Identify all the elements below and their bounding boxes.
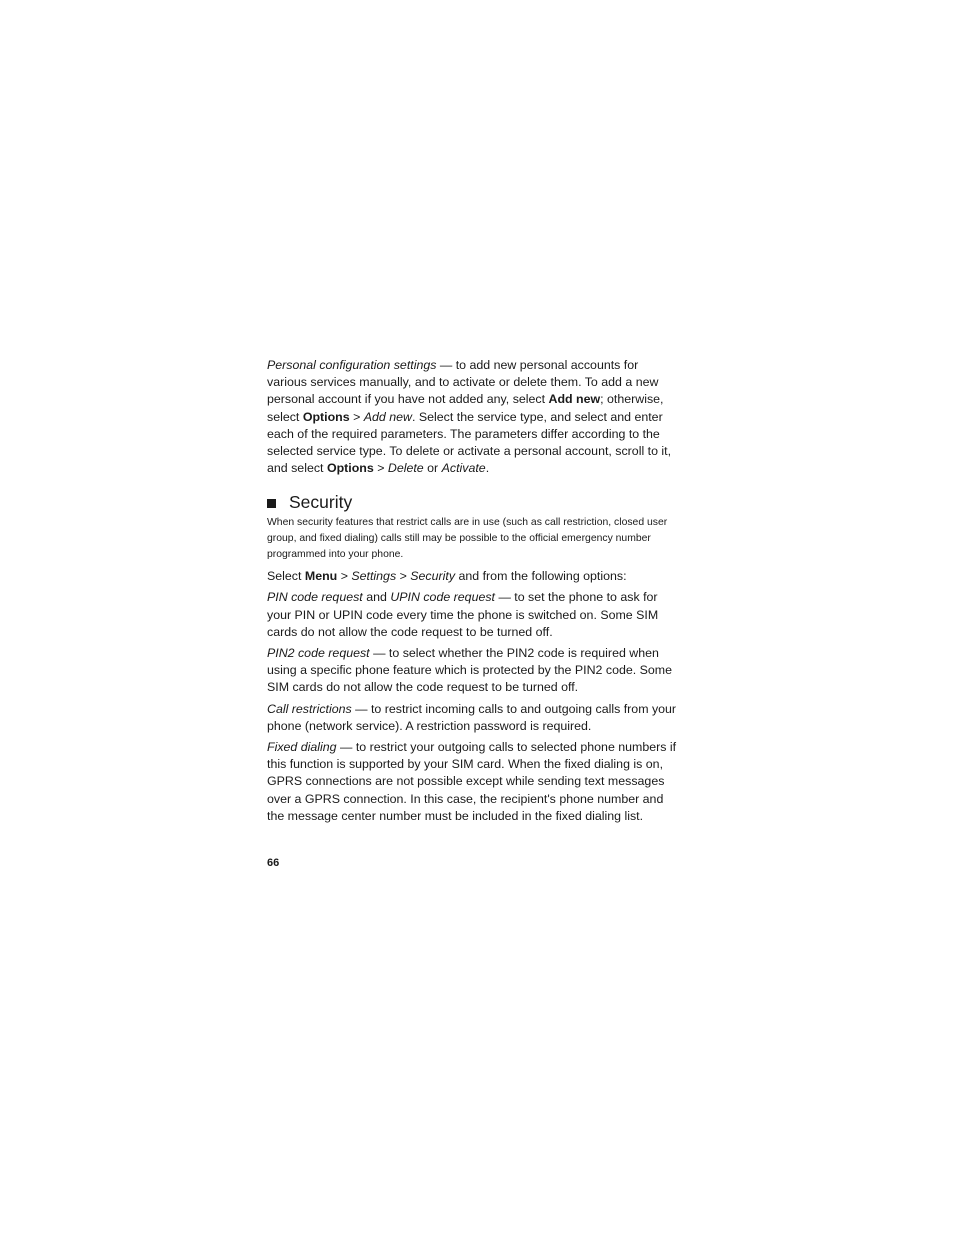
fixed-dialing-paragraph [267,739,679,825]
separator: > [373,461,388,476]
delete-menu-item: Delete [387,461,424,476]
section-title: Security [289,492,353,513]
text-span: — to restrict your outgoing calls to selected phone numbers if this function is supported by your SIM card. When the fixed dialing is on, GPRS connections are not possible except while sending text messages over a GPRS connection. In this case, the recipient's phone number and the message center number must be included in the fixed dialing list. [267,740,677,823]
text-span: — to set the phone to ask for your PIN or UPIN code every time the phone is switched on. Some SIM cards do not allow the code request to be turned off. [267,590,659,639]
term-personal-configuration: Personal configuration settings [267,358,437,372]
text-span: — to restrict incoming calls to and outgoing calls from your phone (network service). A restriction password is required. [267,701,677,733]
security-heading [267,491,679,513]
text-span: and from the following options: [455,569,627,584]
term-pin2-code-request: PIN2 code request [267,646,370,661]
text-span: — to select whether the PIN2 code is required when using a specific phone feature which is protected by the PIN2 code. Some SIM cards do not allow the code request to be turned off. [267,646,672,695]
term-fixed-dialing: Fixed dialing [267,740,337,755]
call-restrictions-paragraph [267,701,679,735]
personal-configuration-paragraph [267,357,679,477]
page-content [267,357,679,825]
menu-label: Menu [304,569,338,584]
page-number: 66 [267,857,280,869]
options-label-2: Options [326,461,374,476]
pin-code-paragraph [267,589,679,641]
text-span: ; otherwise, select [267,392,664,424]
text-span: . Select the service type, and select and enter each of the required parameters. The parameters differ according to the selected service type. To delete or activate a personal account, scroll to it, and select [267,409,672,476]
term-call-restrictions: Call restrictions [267,701,352,716]
settings-menu-item: Settings [351,569,397,584]
text-span: . [485,461,490,476]
text-span: — to add new personal accounts for various services manually, and to activate or delete them. To add a new personal account if you have not added any, select [267,358,659,407]
options-label: Options [302,409,350,424]
square-bullet-icon [267,499,276,508]
pin2-code-paragraph [267,645,679,697]
activate-menu-item: Activate [441,461,486,476]
text-span: Select [267,569,305,584]
separator: > [337,569,352,584]
add-new-label: Add new [548,392,601,407]
separator: > [349,409,364,424]
text-span: and [362,590,391,605]
emergency-note: When security features that restrict calls are in use (such as call restriction, closed user group, and fixed dialing) calls still may be possible to the official emergency number programmed into your phone. [267,517,668,560]
security-menu-item: Security [410,569,456,584]
separator: > [396,569,411,584]
text-span: or [423,461,442,476]
add-new-menu-item: Add new [363,409,412,424]
term-pin-code-request: PIN code request [267,590,363,605]
term-upin-code-request: UPIN code request [390,590,495,605]
select-intro-paragraph [267,568,679,585]
